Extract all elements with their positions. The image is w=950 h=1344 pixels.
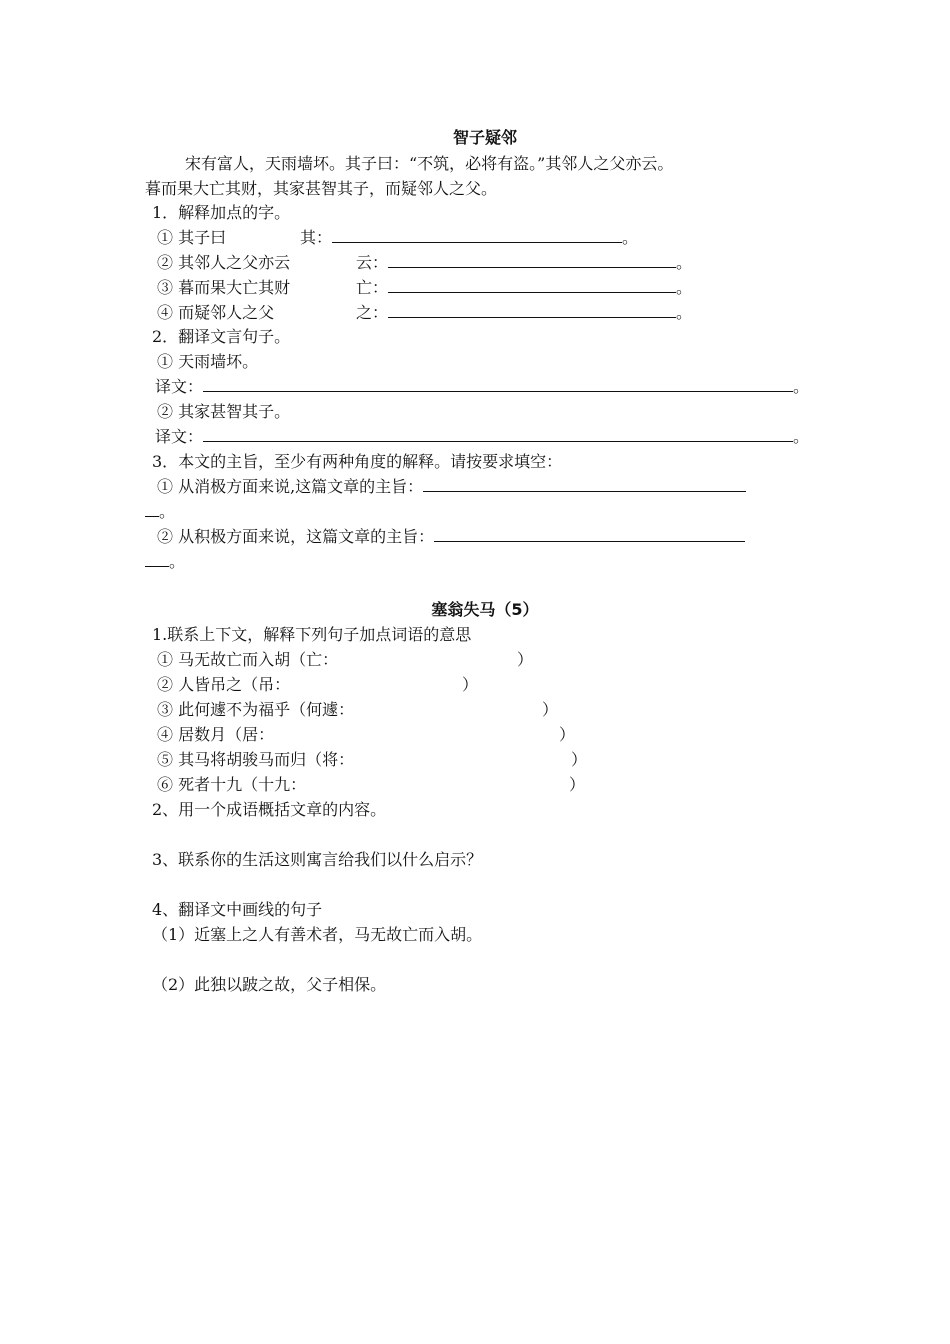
s1-q2-translation-2: 译文： 。 <box>155 424 835 449</box>
s2-q1-item-1: ① 马无故亡而入胡（亡： ） <box>157 650 534 669</box>
s1-q1-heading: 1．解释加点的字。 <box>152 203 291 222</box>
s2-q1-item-3: ③ 此何遽不为福乎（何遽： ） <box>157 700 559 719</box>
s2-q4-heading: 4、翻译文中画线的句子 <box>152 900 323 919</box>
s1-q2-item-2: ② 其家甚智其子。 <box>157 402 291 421</box>
s1-q2-translation-1: 译文： 。 <box>155 374 835 399</box>
s2-q3: 3、联系你的生活这则寓言给我们以什么启示？ <box>152 850 483 869</box>
s2-q1-item-6: ⑥ 死者十九（十九： ） <box>157 775 586 794</box>
s1-q1-item-4: ④ 而疑邻人之父 之： 。 <box>157 300 837 325</box>
s1-q2-heading: 2．翻译文言句子。 <box>152 327 291 346</box>
s1-q1-item-3: ③ 暮而果大亡其财 亡： 。 <box>157 275 837 300</box>
answer-blank[interactable] <box>145 499 159 517</box>
section1-paragraph-line1: 宋有富人，天雨墙坏。其子曰：“不筑，必将有盗。”其邻人之父亦云。 <box>185 154 674 173</box>
s2-q1-item-5: ⑤ 其马将胡骏马而归（将： ） <box>157 750 588 769</box>
s2-q1-item-4: ④ 居数月（居： ） <box>157 725 576 744</box>
answer-blank[interactable] <box>434 524 745 542</box>
answer-blank[interactable] <box>203 374 793 392</box>
s1-q3-item-2-cont: 。 <box>145 549 825 574</box>
answer-blank[interactable] <box>388 300 676 318</box>
s1-q1-item-2: ② 其邻人之父亦云 云： 。 <box>157 250 837 275</box>
s2-q4-item-1: （1）近塞上之人有善术者，马无故亡而入胡。 <box>152 925 483 944</box>
answer-blank[interactable] <box>203 424 793 442</box>
s2-q1-item-2: ② 人皆吊之（吊： ） <box>157 675 479 694</box>
section1-paragraph-line2: 暮而果大亡其财，其家甚智其子，而疑邻人之父。 <box>145 179 498 198</box>
answer-blank[interactable] <box>388 250 676 268</box>
s1-q1-item-1: ① 其子曰 其： 。 <box>157 225 837 250</box>
s1-q3-item-1: ① 从消极方面来说,这篇文章的主旨： <box>157 474 837 499</box>
s1-q2-item-1: ① 天雨墙坏。 <box>157 352 259 371</box>
answer-blank[interactable] <box>423 474 746 492</box>
section1-title: 智子疑邻 <box>452 128 517 147</box>
s2-q1-heading: 1.联系上下文，解释下列句子加点词语的意思 <box>152 625 472 644</box>
s1-q3-item-1-cont: 。 <box>145 499 825 524</box>
s2-q2: 2、用一个成语概括文章的内容。 <box>152 800 387 819</box>
section2-title: 塞翁失马（5） <box>431 600 539 619</box>
answer-blank[interactable] <box>388 275 676 293</box>
answer-blank[interactable] <box>332 225 622 243</box>
answer-blank[interactable] <box>145 549 169 567</box>
s1-q3-heading: 3．本文的主旨，至少有两种角度的解释。请按要求填空： <box>152 452 563 471</box>
s2-q4-item-2: （2）此独以跛之故，父子相保。 <box>152 975 387 994</box>
s1-q3-item-2: ② 从积极方面来说，这篇文章的主旨： <box>157 524 837 549</box>
